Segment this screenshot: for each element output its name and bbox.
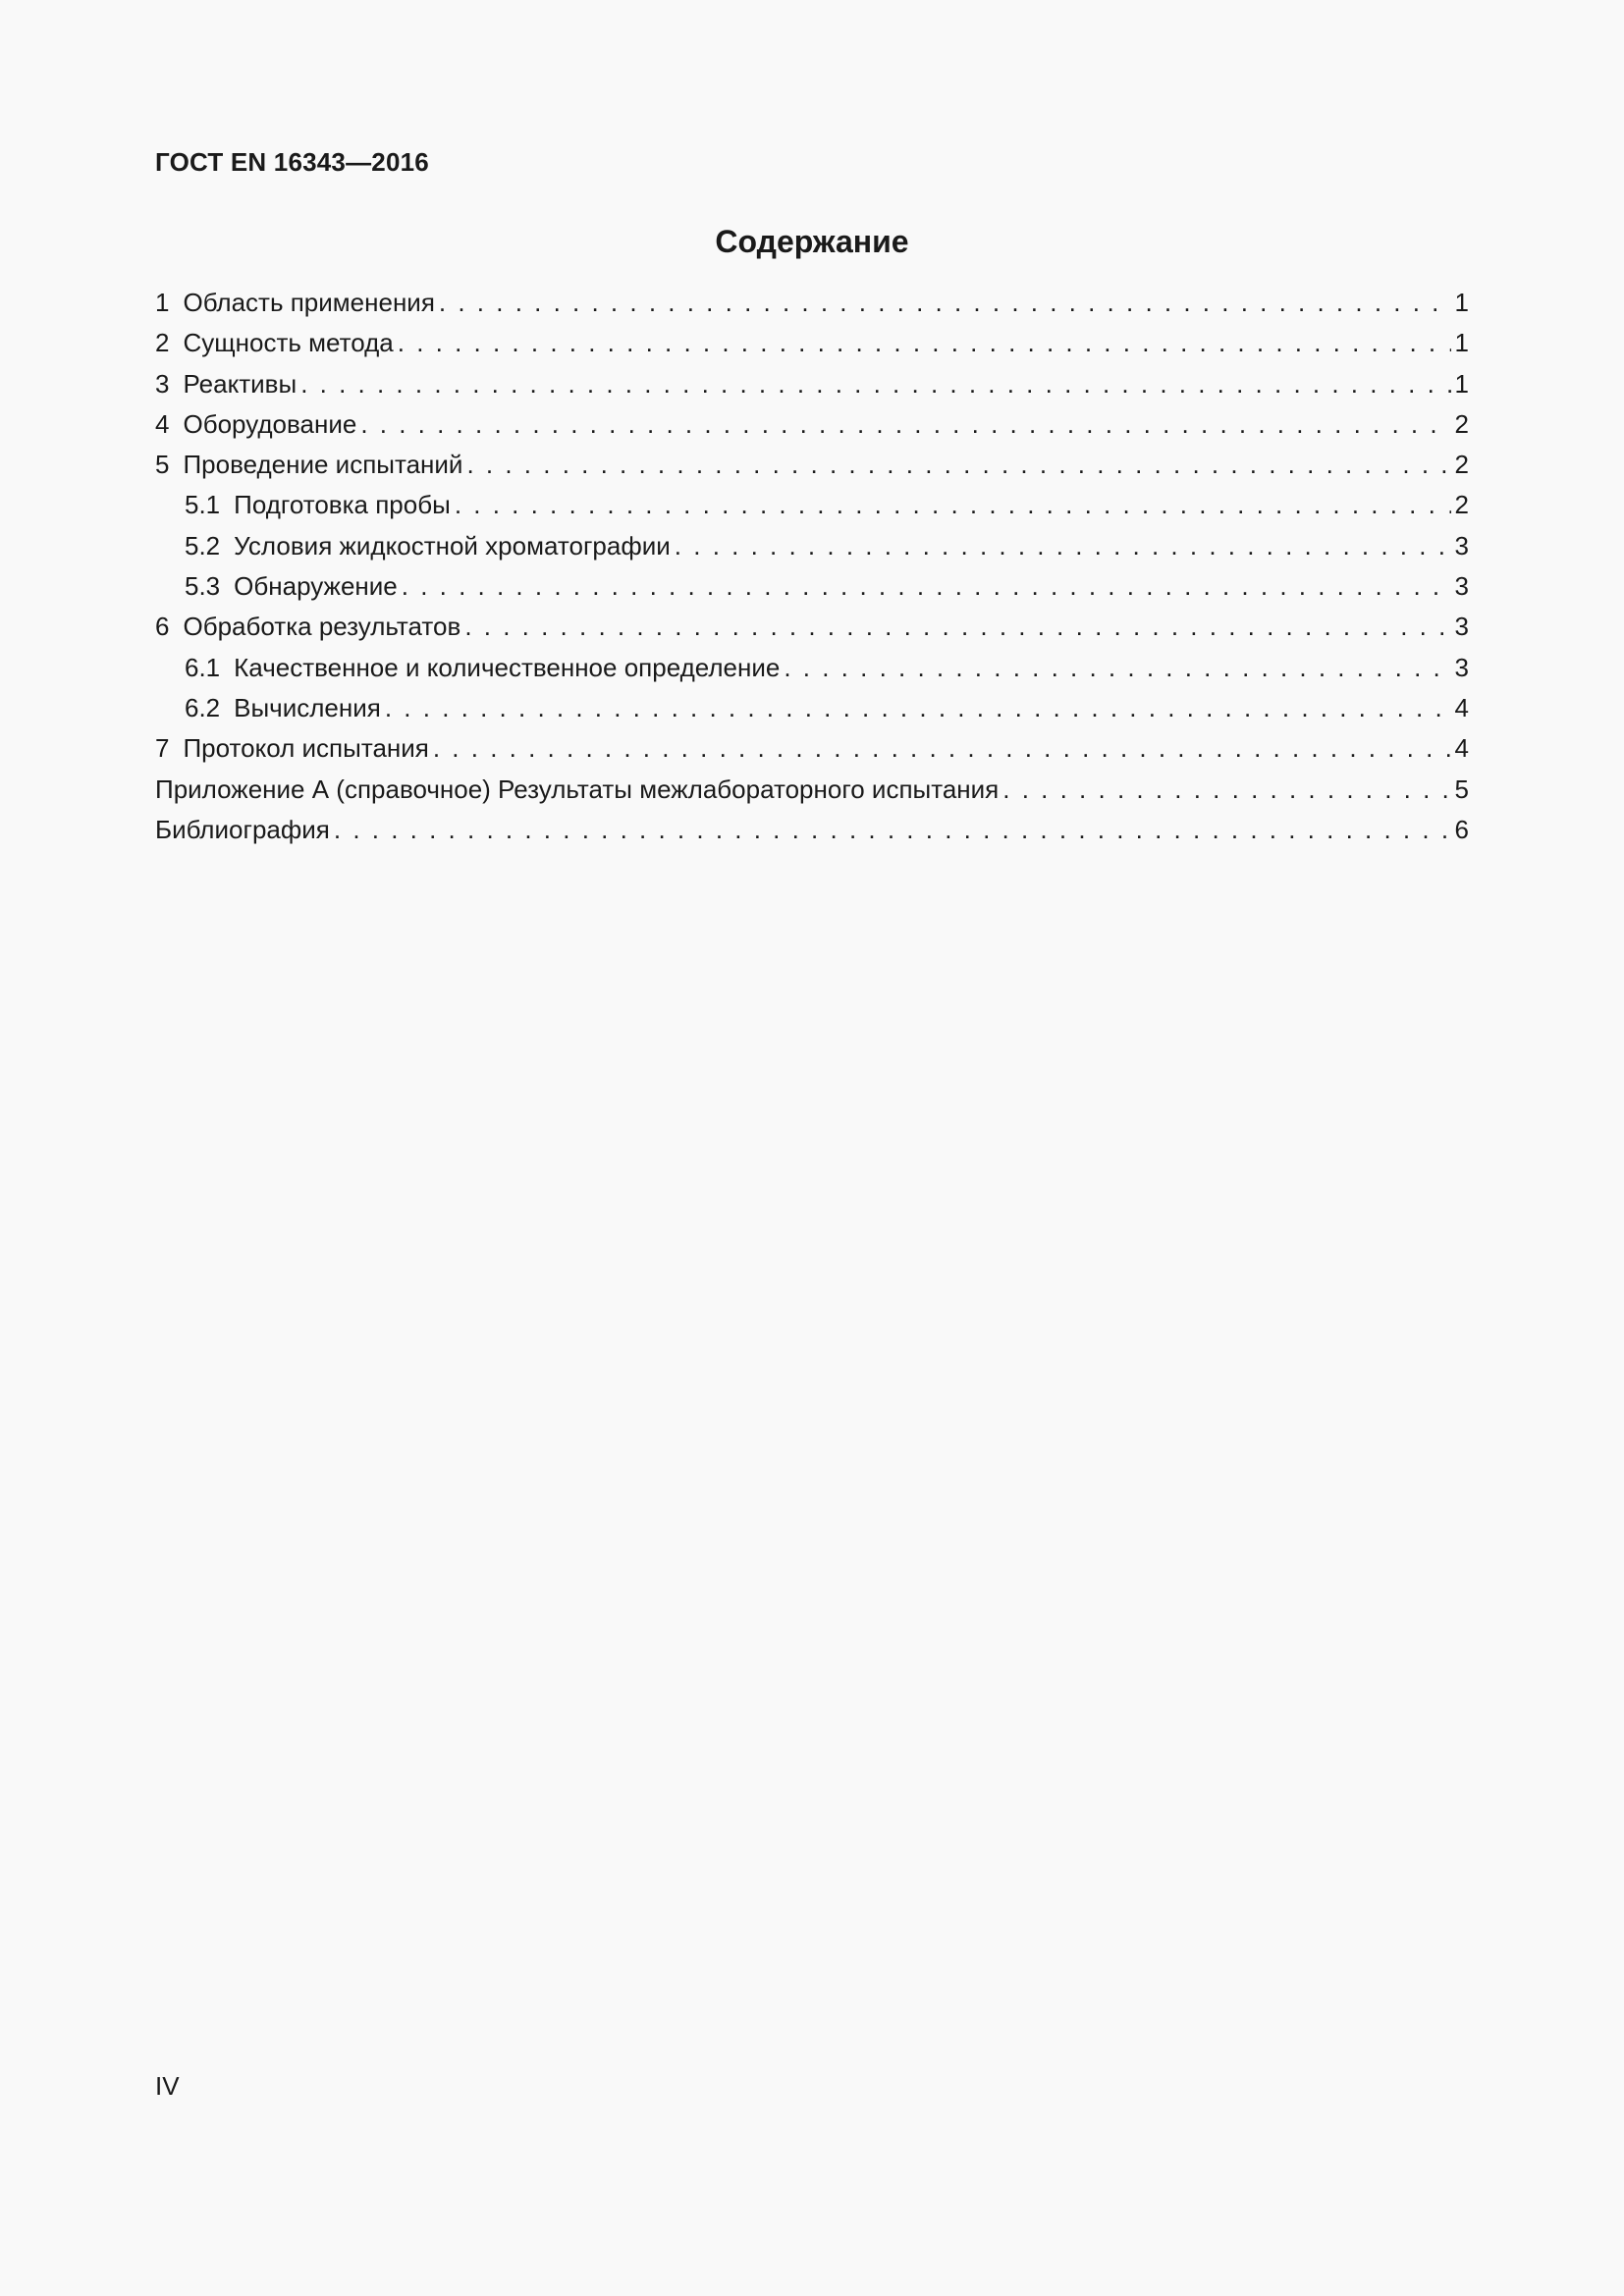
- toc-leader-dots: [455, 487, 1451, 522]
- toc-entry-label: Подготовка пробы: [234, 490, 451, 520]
- toc-entry[interactable]: [155, 730, 1469, 771]
- toc-entry-label: Обработка результатов: [183, 612, 461, 642]
- toc-subentry[interactable]: [155, 528, 1469, 568]
- toc-entry-label: Оборудование: [183, 408, 357, 439]
- toc-title: Содержание: [715, 224, 909, 259]
- table-of-contents: [155, 285, 1469, 852]
- toc-entry-page: 1: [1454, 328, 1469, 358]
- toc-leader-dots: [385, 690, 1451, 725]
- toc-entry-number: 2: [155, 328, 170, 358]
- toc-entry-page: 1: [1454, 368, 1469, 399]
- toc-entry-number: 5.2: [185, 530, 221, 561]
- toc-entry-label: Реактивы: [183, 368, 298, 399]
- toc-leader-dots: [334, 812, 1451, 847]
- toc-entry-page: 2: [1454, 408, 1469, 439]
- document-code: ГОСТ EN 16343—2016: [155, 147, 429, 177]
- toc-entry-page: 6: [1454, 814, 1469, 844]
- toc-entry-number: 4: [155, 408, 170, 439]
- toc-entry-number: 6.2: [185, 692, 221, 722]
- toc-entry[interactable]: [155, 406, 1469, 447]
- toc-entry-page: 4: [1454, 692, 1469, 722]
- toc-entry[interactable]: [155, 609, 1469, 649]
- toc-entry-page: 5: [1454, 774, 1469, 804]
- toc-entry-label: Проведение испытаний: [183, 450, 463, 480]
- toc-entry-number: 5.1: [185, 490, 221, 520]
- toc-entry-number: 5: [155, 450, 170, 480]
- toc-entry-appendix[interactable]: [155, 772, 1469, 812]
- toc-leader-dots: [675, 528, 1451, 563]
- toc-leader-dots: [402, 568, 1451, 604]
- toc-entry-label: Сущность метода: [183, 328, 394, 358]
- toc-leader-dots: [1002, 772, 1450, 807]
- page-number: IV: [155, 2071, 180, 2101]
- toc-subentry[interactable]: [155, 487, 1469, 527]
- toc-entry-page: 2: [1454, 490, 1469, 520]
- toc-entry[interactable]: [155, 366, 1469, 406]
- toc-leader-dots: [398, 325, 1451, 360]
- toc-entry-number: 3: [155, 368, 170, 399]
- toc-subentry[interactable]: [155, 650, 1469, 690]
- toc-entry-bibliography[interactable]: [155, 812, 1469, 852]
- toc-entry[interactable]: [155, 285, 1469, 325]
- toc-entry-label: Качественное и количественное определение: [234, 652, 781, 682]
- toc-leader-dots: [464, 609, 1450, 644]
- toc-leader-dots: [439, 285, 1451, 320]
- toc-entry-page: 3: [1454, 571, 1469, 602]
- toc-entry-label: Обнаружение: [234, 571, 398, 602]
- toc-entry-page: 3: [1454, 530, 1469, 561]
- toc-entry[interactable]: [155, 325, 1469, 365]
- toc-entry-label: Область применения: [183, 288, 435, 317]
- toc-entry-label: Библиография: [155, 814, 330, 844]
- toc-leader-dots: [784, 650, 1450, 685]
- toc-entry-page: 4: [1454, 733, 1469, 764]
- toc-entry-label: Вычисления: [234, 692, 381, 722]
- toc-entry-label: Приложение А (справочное) Результаты межлабораторного испытания: [155, 774, 1000, 804]
- toc-leader-dots: [433, 730, 1451, 766]
- toc-leader-dots: [360, 406, 1450, 442]
- toc-entry[interactable]: [155, 447, 1469, 487]
- toc-entry-page: 1: [1454, 288, 1469, 317]
- toc-entry-number: 7: [155, 733, 170, 764]
- toc-entry-number: 6: [155, 612, 170, 642]
- toc-subentry[interactable]: [155, 690, 1469, 730]
- toc-entry-page: 3: [1454, 612, 1469, 642]
- toc-entry-label: Протокол испытания: [183, 733, 429, 764]
- toc-entry-label: Условия жидкостной хроматографии: [234, 530, 671, 561]
- toc-entry-page: 2: [1454, 450, 1469, 480]
- toc-subentry[interactable]: [155, 568, 1469, 609]
- toc-entry-page: 3: [1454, 652, 1469, 682]
- toc-entry-number: 1: [155, 288, 170, 317]
- toc-entry-number: 6.1: [185, 652, 221, 682]
- toc-leader-dots: [300, 366, 1450, 401]
- toc-leader-dots: [466, 447, 1450, 482]
- toc-entry-number: 5.3: [185, 571, 221, 602]
